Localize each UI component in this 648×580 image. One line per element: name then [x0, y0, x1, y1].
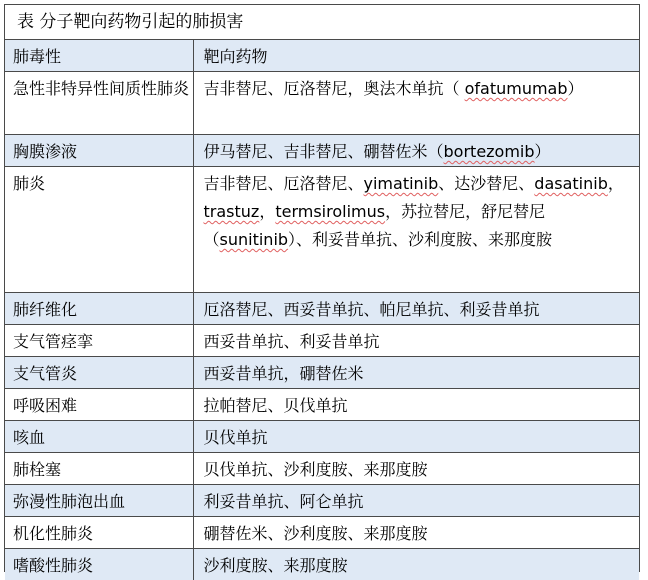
drugs-cell: 贝伐单抗 — [193, 421, 639, 453]
table-row — [5, 485, 639, 517]
header-drugs: 靶向药物 — [193, 40, 639, 72]
drugs-cell: 西妥昔单抗、利妥昔单抗 — [193, 325, 639, 357]
drugs-cell: 利妥昔单抗、阿仑单抗 — [193, 485, 639, 517]
toxicity-table — [5, 40, 639, 580]
drugs-cell: 西妥昔单抗，硼替佐米 — [193, 357, 639, 389]
table-row — [5, 135, 639, 167]
drugs-cell: 吉非替尼、厄洛替尼，奥法木单抗（ ofatumumab） — [193, 72, 639, 135]
table-row — [5, 389, 639, 421]
table-row — [5, 549, 639, 580]
document-table-frame — [4, 4, 640, 572]
table-row — [5, 167, 639, 293]
toxicity-cell: 支气管痉挛 — [5, 325, 193, 357]
latin-drug-name: trastuz — [204, 202, 260, 221]
latin-drug-name: ofatumumab — [465, 79, 568, 98]
table-row — [5, 357, 639, 389]
latin-drug-name: yimatinib — [364, 174, 439, 193]
latin-drug-name: termsirolimus — [275, 202, 385, 221]
toxicity-cell: 肺炎 — [5, 167, 193, 293]
drugs-cell: 沙利度胺、来那度胺 — [193, 549, 639, 580]
drugs-cell: 吉非替尼、厄洛替尼、yimatinib、达沙替尼、dasatinib，trastuz，termsirolimus，苏拉替尼，舒尼替尼（sunitinib）、利妥昔单抗、沙利度胺、来那度胺 — [193, 167, 639, 293]
drugs-cell: 厄洛替尼、西妥昔单抗、帕尼单抗、利妥昔单抗 — [193, 293, 639, 325]
toxicity-cell: 肺纤维化 — [5, 293, 193, 325]
table-row — [5, 517, 639, 549]
table-caption: 表 分子靶向药物引起的肺损害 — [5, 5, 639, 40]
toxicity-cell: 咳血 — [5, 421, 193, 453]
latin-drug-name: bortezomib — [444, 142, 535, 161]
drugs-cell: 拉帕替尼、贝伐单抗 — [193, 389, 639, 421]
toxicity-cell: 胸膜渗液 — [5, 135, 193, 167]
table-header-row — [5, 40, 639, 72]
toxicity-cell: 肺栓塞 — [5, 453, 193, 485]
latin-drug-name: dasatinib — [534, 174, 608, 193]
drugs-cell: 贝伐单抗、沙利度胺、来那度胺 — [193, 453, 639, 485]
table-row — [5, 293, 639, 325]
table-row — [5, 453, 639, 485]
toxicity-cell: 嗜酸性肺炎 — [5, 549, 193, 580]
drugs-cell: 伊马替尼、吉非替尼、硼替佐米（bortezomib） — [193, 135, 639, 167]
toxicity-cell: 支气管炎 — [5, 357, 193, 389]
drugs-cell: 硼替佐米、沙利度胺、来那度胺 — [193, 517, 639, 549]
toxicity-cell: 机化性肺炎 — [5, 517, 193, 549]
table-row — [5, 325, 639, 357]
table-row — [5, 421, 639, 453]
latin-drug-name: sunitinib — [220, 230, 289, 249]
header-toxicity: 肺毒性 — [5, 40, 193, 72]
table-row — [5, 72, 639, 135]
toxicity-cell: 弥漫性肺泡出血 — [5, 485, 193, 517]
toxicity-cell: 急性非特异性间质性肺炎 — [5, 72, 193, 135]
toxicity-cell: 呼吸困难 — [5, 389, 193, 421]
